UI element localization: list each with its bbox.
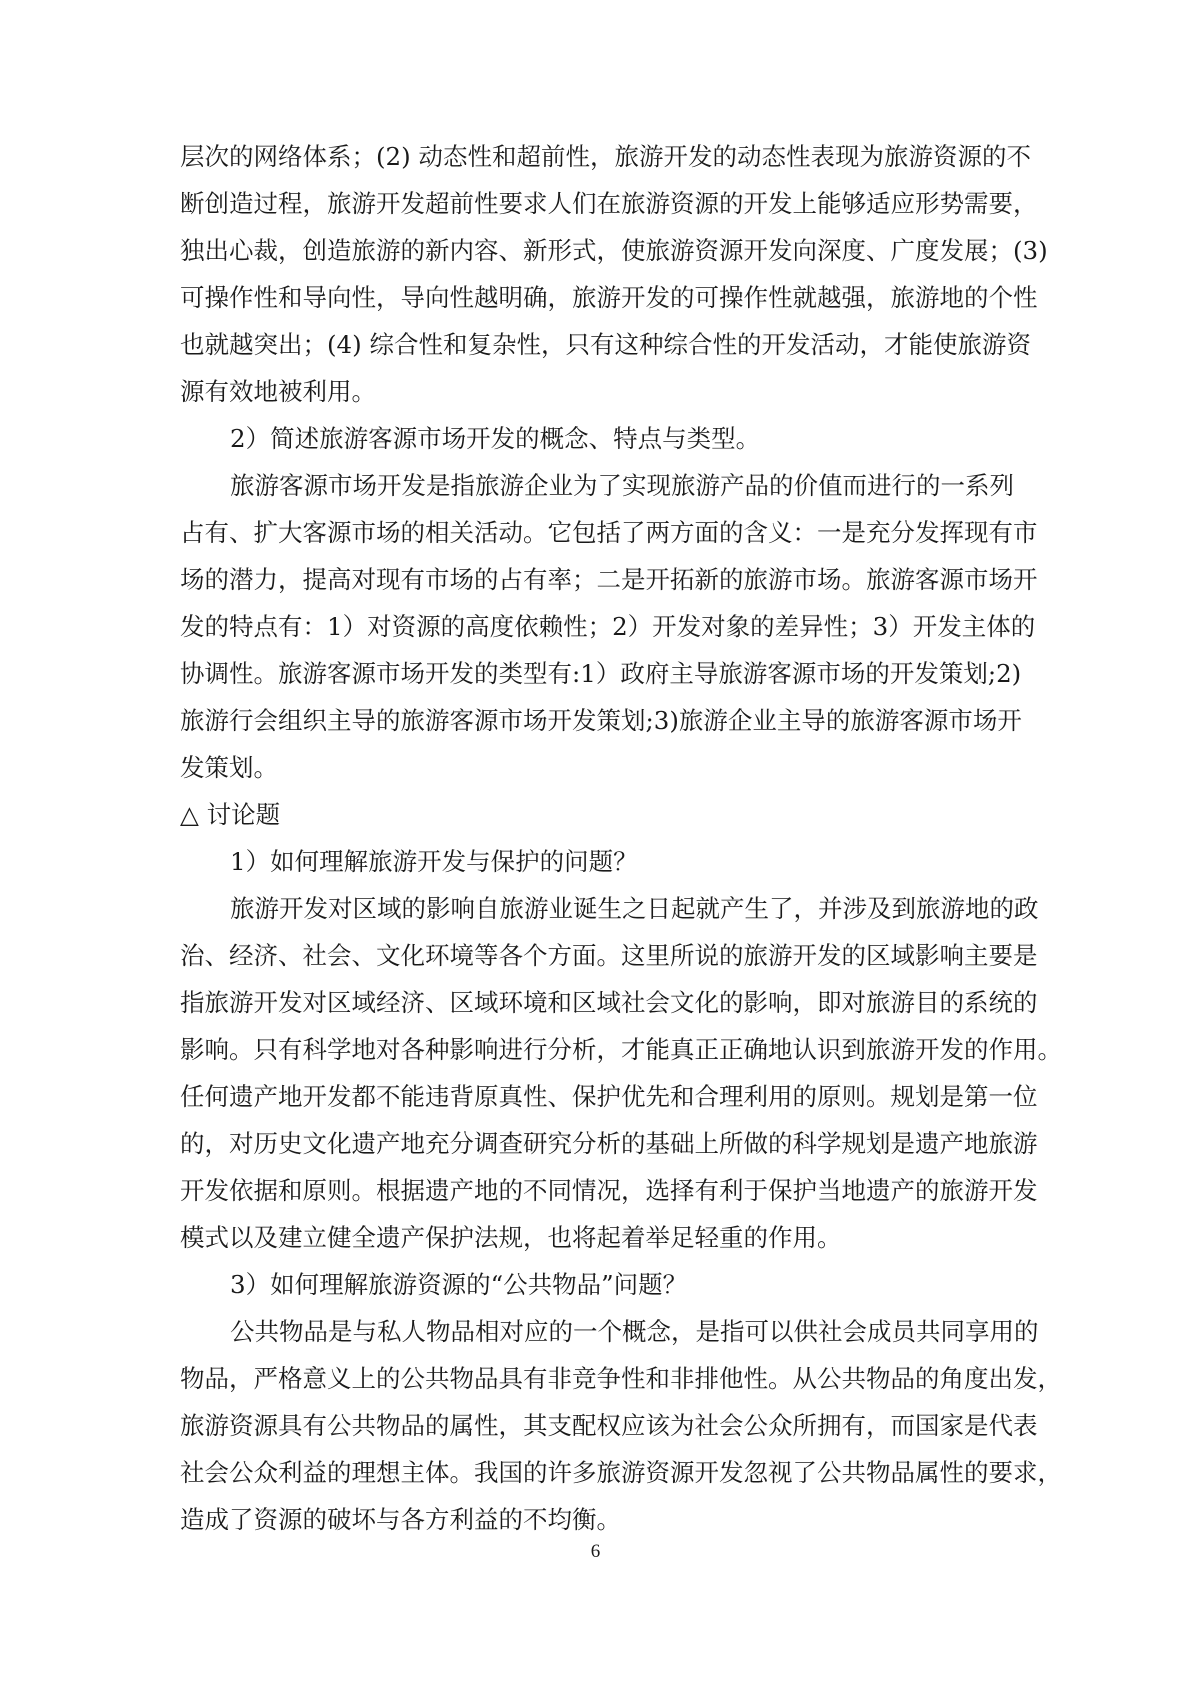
body-text-line: 旅游开发对区域的影响自旅游业诞生之日起就产生了，并涉及到旅游地的政 <box>230 894 1039 923</box>
body-text-line: 断创造过程，旅游开发超前性要求人们在旅游资源的开发上能够适应形势需要， <box>180 189 1038 218</box>
body-text-line: 发策划。 <box>180 753 278 782</box>
body-text-line: 的，对历史文化遗产地充分调查研究分析的基础上所做的科学规划是遗产地旅游 <box>180 1129 1038 1158</box>
body-text-line: 公共物品是与私人物品相对应的一个概念，是指可以供社会成员共同享用的 <box>230 1317 1039 1346</box>
body-text-line: 场的潜力，提高对现有市场的占有率；二是开拓新的旅游市场。旅游客源市场开 <box>180 565 1038 594</box>
body-text-line: 独出心裁，创造旅游的新内容、新形式，使旅游资源开发向深度、广度发展；(3) <box>180 236 1048 265</box>
body-text-line: 治、经济、社会、文化环境等各个方面。这里所说的旅游开发的区域影响主要是 <box>180 941 1038 970</box>
body-text-line: 占有、扩大客源市场的相关活动。它包括了两方面的含义：一是充分发挥现有市 <box>180 518 1038 547</box>
body-text-line: 任何遗产地开发都不能违背原真性、保护优先和合理利用的原则。规划是第一位 <box>180 1082 1038 1111</box>
body-text-line: 指旅游开发对区域经济、区域环境和区域社会文化的影响，即对旅游目的系统的 <box>180 988 1038 1017</box>
body-text-line: 发的特点有：1）对资源的高度依赖性；2）开发对象的差异性；3）开发主体的 <box>180 612 1036 641</box>
body-text-line: 开发依据和原则。根据遗产地的不同情况，选择有利于保护当地遗产的旅游开发 <box>180 1176 1038 1205</box>
page-number: 6 <box>590 1541 601 1562</box>
body-text-line: 源有效地被利用。 <box>180 377 376 406</box>
body-text-line: 影响。只有科学地对各种影响进行分析，才能真正正确地认识到旅游开发的作用。 <box>180 1035 1062 1064</box>
body-text-line: 旅游资源具有公共物品的属性，其支配权应该为社会公众所拥有，而国家是代表 <box>180 1411 1038 1440</box>
body-text-line: 可操作性和导向性，导向性越明确，旅游开发的可操作性就越强，旅游地的个性 <box>180 283 1038 312</box>
question-heading: 3）如何理解旅游资源的“公共物品”问题？ <box>230 1270 688 1299</box>
body-text-line: 旅游客源市场开发是指旅游企业为了实现旅游产品的价值而进行的一系列 <box>230 471 1014 500</box>
body-text-line: 层次的网络体系；(2) 动态性和超前性，旅游开发的动态性表现为旅游资源的不 <box>180 142 1031 171</box>
body-text-line: 物品，严格意义上的公共物品具有非竞争性和非排他性。从公共物品的角度出发， <box>180 1364 1062 1393</box>
body-text-line: 模式以及建立健全遗产保护法规，也将起着举足轻重的作用。 <box>180 1223 842 1252</box>
body-text-line: 协调性。旅游客源市场开发的类型有:1）政府主导旅游客源市场的开发策划;2) <box>180 659 1022 688</box>
body-text-line: 造成了资源的破坏与各方利益的不均衡。 <box>180 1505 621 1534</box>
question-heading: 2）简述旅游客源市场开发的概念、特点与类型。 <box>230 424 761 453</box>
body-text-line: 也就越突出；(4) 综合性和复杂性，只有这种综合性的开发活动，才能使旅游资 <box>180 330 1031 359</box>
body-text-line: 社会公众利益的理想主体。我国的许多旅游资源开发忽视了公共物品属性的要求， <box>180 1458 1062 1487</box>
body-text-line: 旅游行会组织主导的旅游客源市场开发策划;3)旅游企业主导的旅游客源市场开 <box>180 706 1022 735</box>
section-heading: △ 讨论题 <box>180 800 281 829</box>
question-heading: 1）如何理解旅游开发与保护的问题？ <box>230 847 638 876</box>
